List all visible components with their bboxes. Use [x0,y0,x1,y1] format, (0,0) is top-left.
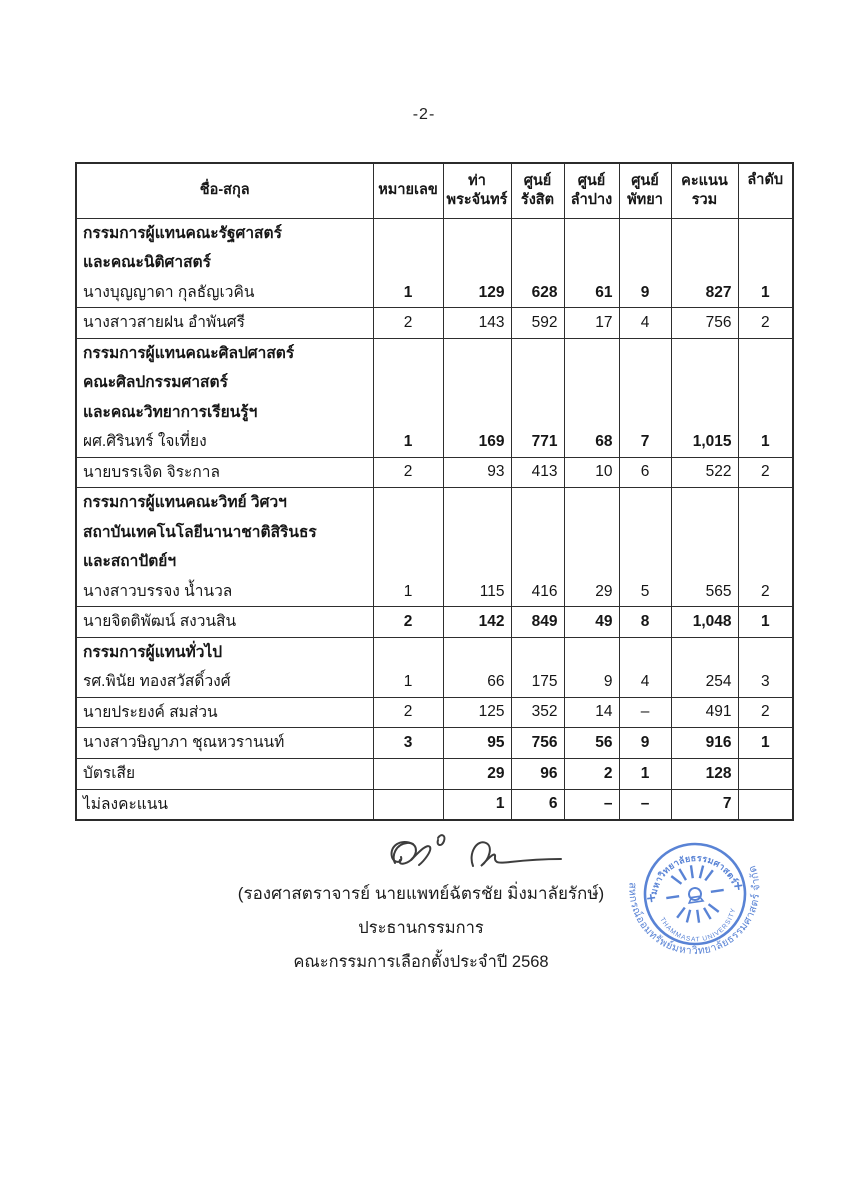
section-header-line: กรรมการผู้แทนคณะรัฐศาสตร์ [83,224,282,242]
candidate-name: นางสาวษิญาภา ชุณหวรานนท์ [83,734,285,751]
cell-rangsit: 175 [511,637,564,697]
cell-rangsit: 416 [511,488,564,607]
cell-total: 565 [671,488,738,607]
cell-rank: 2 [738,308,793,339]
cell-thaprachan: 93 [443,457,511,488]
cell-pattaya: – [619,697,671,728]
candidate-name: รศ.พินัย ทองสวัสดิ์วงศ์ [83,673,231,690]
col-header-total: คะแนน รวม [671,163,738,218]
candidate-name: นางบุญญาดา กุลธัญเวคิน [83,283,255,301]
table-row [76,728,793,759]
cell-total: 522 [671,457,738,488]
cell-rank [738,789,793,820]
page-number: -2- [412,106,436,123]
cell-rank: 1 [738,338,793,457]
cell-total: 491 [671,697,738,728]
table-row [76,308,793,339]
cell-name [76,338,373,457]
signer-name: (รองศาสตราจารย์ นายแพทย์ฉัตรชัย มิ่งมาลัยรักษ์) [237,884,605,903]
section-header-line: กรรมการผู้แทนคณะวิทย์ วิศวฯ [83,494,287,511]
col-header-number: หมายเลข [373,163,443,218]
cell-rangsit: 592 [511,308,564,339]
col-header-lampang: ศูนย์ ลำปาง [564,163,619,218]
cell-total: 254 [671,637,738,697]
cell-pattaya: 8 [619,607,671,638]
cell-rangsit: 6 [511,789,564,820]
cell-name [76,697,373,728]
cell-rank: 1 [738,728,793,759]
section-header-line: และคณะนิติศาสตร์ [83,254,211,271]
cell-name [76,488,373,607]
section-header-line: กรรมการผู้แทนทั่วไป [83,643,223,661]
cell-rangsit: 352 [511,697,564,728]
cell-pattaya: 9 [619,218,671,308]
table-row [76,607,793,638]
cell-lampang: 9 [564,637,619,697]
cell-number: 2 [373,697,443,728]
cell-name [76,457,373,488]
cell-thaprachan: 142 [443,607,511,638]
table-body [76,218,793,820]
cell-rangsit: 96 [511,758,564,789]
col-header-rank: ลำดับ [738,163,793,218]
cell-total: 916 [671,728,738,759]
cell-pattaya: 9 [619,728,671,759]
summary-label: ไม่ลงคะแนน [83,795,168,813]
cell-pattaya: 4 [619,637,671,697]
cell-lampang: 61 [564,218,619,308]
table-row [76,637,793,697]
cell-pattaya: 6 [619,457,671,488]
cell-total: 756 [671,308,738,339]
cell-rangsit: 756 [511,728,564,759]
cell-name [76,218,373,308]
header-row [76,163,793,218]
cell-rank [738,758,793,789]
cell-lampang: 14 [564,697,619,728]
col-header-pattaya: ศูนย์ พัทยา [619,163,671,218]
candidate-name: นายบรรเจิด จิระกาล [83,463,220,481]
committee-name: คณะกรรมการเลือกตั้งประจำปี 2568 [293,953,549,971]
section-header-line: คณะศิลปกรรมศาสตร์ [83,374,228,391]
cell-thaprachan: 143 [443,308,511,339]
cell-rank: 1 [738,218,793,308]
candidate-name: นางสาวบรรจง น้ำนวล [83,582,233,600]
cell-number: 3 [373,728,443,759]
cell-lampang: 2 [564,758,619,789]
cell-pattaya: 1 [619,758,671,789]
cell-number: 2 [373,607,443,638]
stamp-outer-text: สหกรณ์ออมทรัพย์มหาวิทยาลัยธรรมศาสตร์ จำกัด [626,863,763,958]
cell-thaprachan: 1 [443,789,511,820]
cell-pattaya: 7 [619,338,671,457]
candidate-name: นางสาวสายฝน อำพันศรี [83,314,245,331]
cell-lampang: 68 [564,338,619,457]
table-head [76,163,793,218]
col-header-name: ชื่อ-สกุล [76,163,373,218]
candidate-name: นายจิตติพัฒน์ สงวนสิน [83,613,237,630]
cell-number: 1 [373,218,443,308]
stamp-inner-top-text: มหาวิทยาลัยธรรมศาสตร์ [648,852,740,896]
table-row [76,789,793,820]
cell-number [373,758,443,789]
cell-lampang: – [564,789,619,820]
cell-thaprachan: 169 [443,338,511,457]
candidate-name: นายประยงค์ สมส่วน [83,703,218,721]
cell-pattaya: 5 [619,488,671,607]
signature [383,830,573,882]
results-table [75,162,794,821]
cell-name [76,607,373,638]
cell-lampang: 17 [564,308,619,339]
table-row [76,218,793,308]
cell-rank: 2 [738,457,793,488]
cell-number: 2 [373,457,443,488]
cell-number: 1 [373,488,443,607]
cell-pattaya: 4 [619,308,671,339]
cell-name [76,789,373,820]
cell-rangsit: 771 [511,338,564,457]
cell-total: 7 [671,789,738,820]
cell-number: 1 [373,637,443,697]
cell-rank: 1 [738,607,793,638]
cell-rangsit: 628 [511,218,564,308]
cell-rangsit: 413 [511,457,564,488]
cell-name [76,728,373,759]
cell-lampang: 49 [564,607,619,638]
table-row [76,758,793,789]
cell-total: 1,048 [671,607,738,638]
table-row [76,457,793,488]
cell-rank: 3 [738,637,793,697]
table-row [76,697,793,728]
cell-total: 1,015 [671,338,738,457]
cell-total: 827 [671,218,738,308]
cell-name [76,637,373,697]
stamp-inner-bottom-text: THAMMASAT UNIVERSITY [658,907,738,944]
cell-thaprachan: 29 [443,758,511,789]
cell-name [76,758,373,789]
col-header-thaprachan: ท่า พระจันทร์ [443,163,511,218]
section-header-line: กรรมการผู้แทนคณะศิลปศาสตร์ [83,344,295,362]
cell-thaprachan: 66 [443,637,511,697]
cell-lampang: 29 [564,488,619,607]
table-row [76,488,793,607]
cell-name [76,308,373,339]
col-header-rangsit: ศูนย์ รังสิต [511,163,564,218]
section-header-line: และคณะวิทยาการเรียนรู้ฯ [83,403,258,421]
cell-thaprachan: 95 [443,728,511,759]
cell-rank: 2 [738,488,793,607]
cell-lampang: 56 [564,728,619,759]
signer-title: ประธานกรรมการ [358,919,484,937]
cell-thaprachan: 125 [443,697,511,728]
table-row [76,338,793,457]
candidate-name: ผศ.ศิรินทร์ ใจเที่ยง [83,433,207,450]
cell-pattaya: – [619,789,671,820]
cell-total: 128 [671,758,738,789]
cell-rank: 2 [738,697,793,728]
cell-lampang: 10 [564,457,619,488]
cell-thaprachan: 129 [443,218,511,308]
summary-label: บัตรเสีย [83,764,136,782]
section-header-line: สถาบันเทคโนโลยีนานาชาติสิรินธร [83,523,317,541]
cell-number: 2 [373,308,443,339]
section-header-line: และสถาปัตย์ฯ [83,553,177,570]
cell-thaprachan: 115 [443,488,511,607]
cell-rangsit: 849 [511,607,564,638]
cell-number [373,789,443,820]
cell-number: 1 [373,338,443,457]
